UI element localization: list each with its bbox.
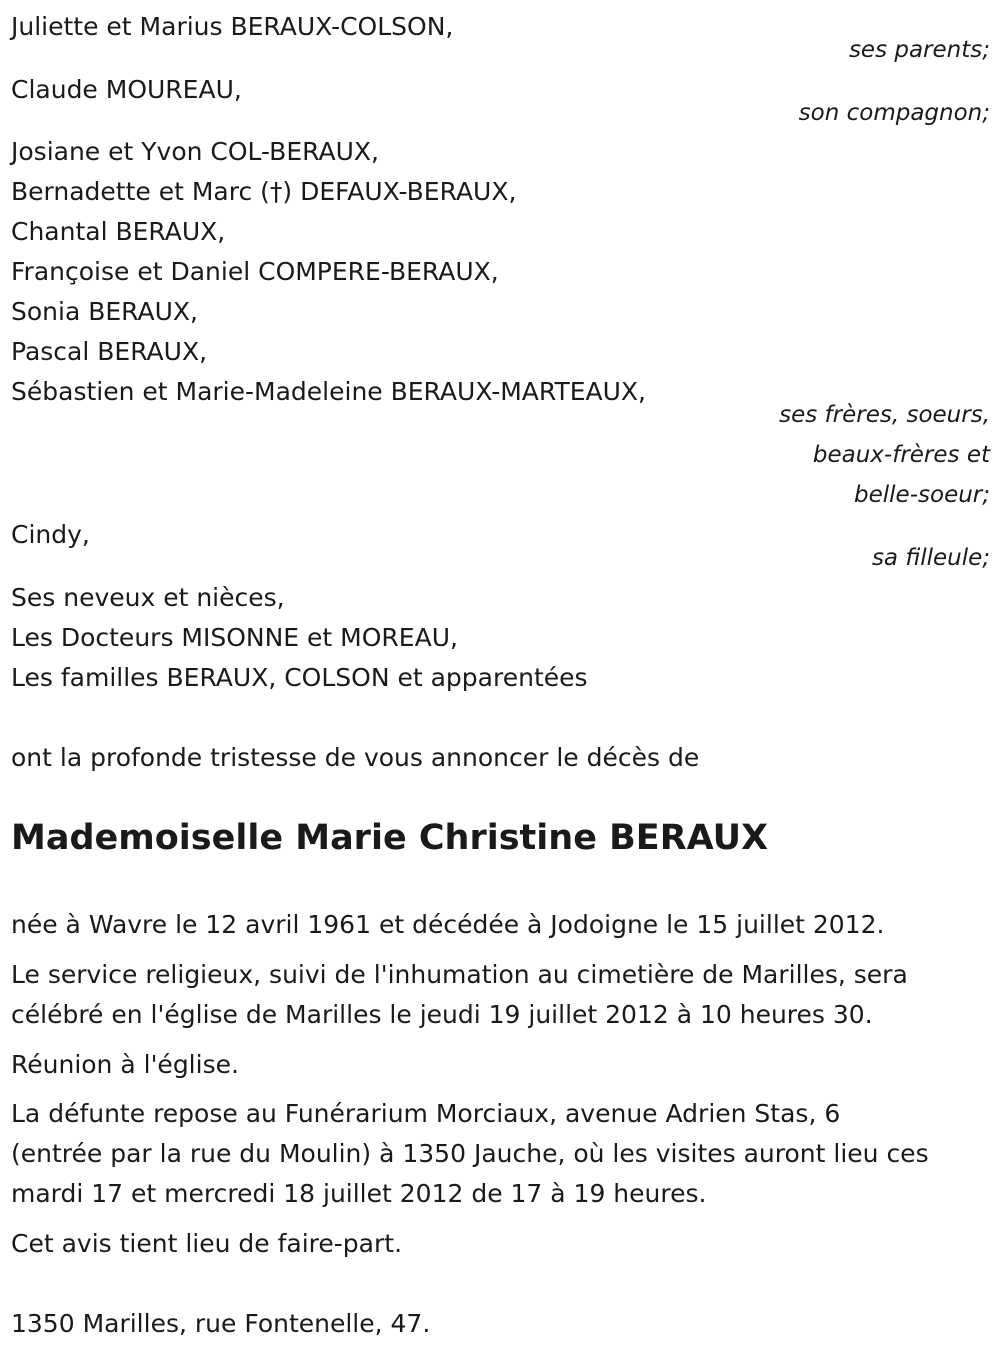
sibling-line: Bernadette et Marc (†) DEFAUX-BERAUX, [11,177,517,206]
visitation-text: mardi 17 et mercredi 18 juillet 2012 de 17 à 19 heures. [11,1179,707,1208]
companion-role: son compagnon; [798,100,990,126]
visitation-text: La défunte repose au Funérarium Morciaux, avenue Adrien Stas, 6 [11,1099,841,1128]
meeting-text: Réunion à l'église. [11,1050,239,1079]
parents-names: Juliette et Marius BERAUX-COLSON, [11,12,454,41]
deceased-name: Mademoiselle Marie Christine BERAUX [11,818,769,858]
sibling-line: Françoise et Daniel COMPERE-BERAUX, [11,257,499,286]
sibling-line: Chantal BERAUX, [11,217,226,246]
goddaughter-name: Cindy, [11,520,90,549]
announcement-text: ont la profonde tristesse de vous annoncer le décès de [11,743,700,772]
notice-text: Cet avis tient lieu de faire-part. [11,1229,403,1258]
service-text: célébré en l'église de Marilles le jeudi 19 juillet 2012 à 10 heures 30. [11,1000,873,1029]
birth-death-text: née à Wavre le 12 avril 1961 et décédée à Jodoigne le 15 juillet 2012. [11,910,885,939]
goddaughter-role: sa filleule; [871,545,990,571]
home-address: 1350 Marilles, rue Fontenelle, 47. [11,1309,431,1338]
relatives-line: Ses neveux et nièces, [11,583,285,612]
sibling-line: Sonia BERAUX, [11,297,198,326]
siblings-role: beaux-frères et [812,442,990,468]
sibling-line: Sébastien et Marie-Madeleine BERAUX-MARTEAUX, [11,377,646,406]
siblings-role: belle-soeur; [854,482,990,508]
parents-role: ses parents; [848,37,990,63]
visitation-text: (entrée par la rue du Moulin) à 1350 Jauche, où les visites auront lieu ces [11,1139,929,1168]
sibling-line: Josiane et Yvon COL-BERAUX, [11,137,379,166]
companion-name: Claude MOUREAU, [11,75,242,104]
relatives-line: Les Docteurs MISONNE et MOREAU, [11,623,458,652]
service-text: Le service religieux, suivi de l'inhumation au cimetière de Marilles, sera [11,960,908,989]
relatives-line: Les familles BERAUX, COLSON et apparentées [11,663,588,692]
sibling-line: Pascal BERAUX, [11,337,208,366]
siblings-role: ses frères, soeurs, [779,402,990,428]
